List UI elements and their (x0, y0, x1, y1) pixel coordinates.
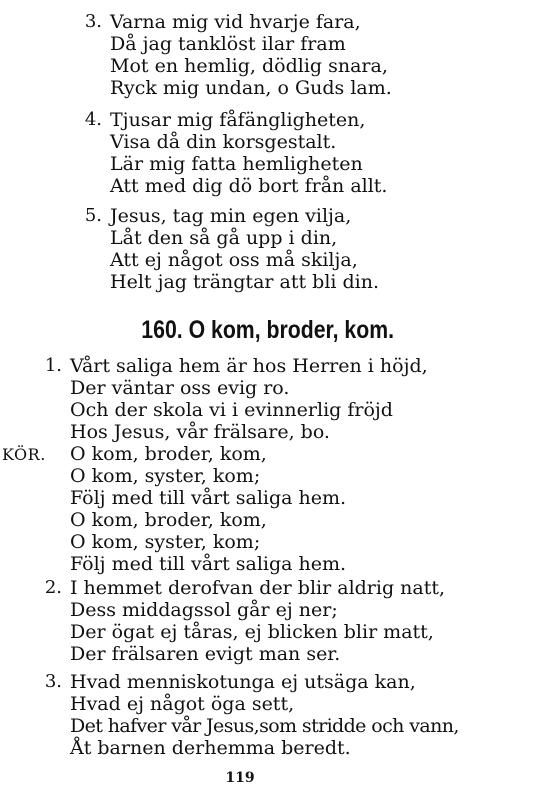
stanza-number: 4. (84, 109, 102, 130)
verse-line: Helt jag trängtar att bli din. (110, 271, 380, 293)
verse-line: Då jag tanklöst ilar fram (110, 33, 346, 55)
page-number: 119 (225, 770, 255, 786)
verse-line: O kom, broder, kom, (70, 509, 267, 531)
verse-line: Och der skola vi i evinnerlig fröjd (70, 399, 393, 421)
verse-line: Låt den så gå upp i din, (110, 227, 338, 249)
stanza-number: 1. (44, 355, 62, 376)
verse-line: Hos Jesus, vår frälsare, bo. (70, 421, 330, 443)
verse-line: O kom, broder, kom, (70, 443, 267, 465)
verse-line: Der frälsaren evigt man ser. (70, 643, 341, 665)
verse-line: Det hafver vår Jesus,som stridde och vann, (70, 715, 459, 737)
verse-line: Att med dig dö bort från allt. (110, 175, 388, 197)
verse-line: Vårt saliga hem är hos Herren i höjd, (70, 355, 428, 377)
chorus-label: KÖR. (2, 445, 46, 464)
verse-line: O kom, syster, kom; (70, 465, 261, 487)
verse-line: Dess middagssol går ej ner; (70, 599, 338, 621)
verse-line: Hvad menniskotunga ej utsäga kan, (70, 671, 416, 693)
verse-line: Tjusar mig fåfängligheten, (110, 109, 366, 131)
verse-line: Följ med till vårt saliga hem. (70, 487, 347, 509)
stanza-number: 3. (44, 671, 62, 692)
verse-line: Hvad ej något öga sett, (70, 693, 295, 715)
verse-line: Jesus, tag min egen vilja, (110, 205, 352, 227)
verse-line: Åt barnen derhemma beredt. (70, 737, 351, 759)
verse-line: Att ej något oss må skilja, (110, 249, 358, 271)
verse-line: Följ med till vårt saliga hem. (70, 553, 347, 575)
stanza-number: 3. (84, 11, 102, 32)
stanza-number: 2. (44, 577, 62, 598)
verse-line: O kom, syster, kom; (70, 531, 261, 553)
verse-line: Lär mig fatta hemligheten (110, 153, 363, 175)
verse-line: Der väntar oss evig ro. (70, 377, 290, 399)
verse-line: Ryck mig undan, o Guds lam. (110, 77, 392, 99)
verse-line: I hemmet derofvan der blir aldrig natt, (70, 577, 446, 599)
stanza-number: 5. (84, 205, 102, 226)
verse-line: Varna mig vid hvarje fara, (110, 11, 361, 33)
verse-line: Mot en hemlig, dödlig snara, (110, 55, 388, 77)
verse-line: Der ögat ej tåras, ej blicken blir matt, (70, 621, 434, 643)
verse-line: Visa då din korsgestalt. (110, 131, 337, 153)
hymn-title: 160. O kom, broder, kom. (141, 316, 395, 344)
